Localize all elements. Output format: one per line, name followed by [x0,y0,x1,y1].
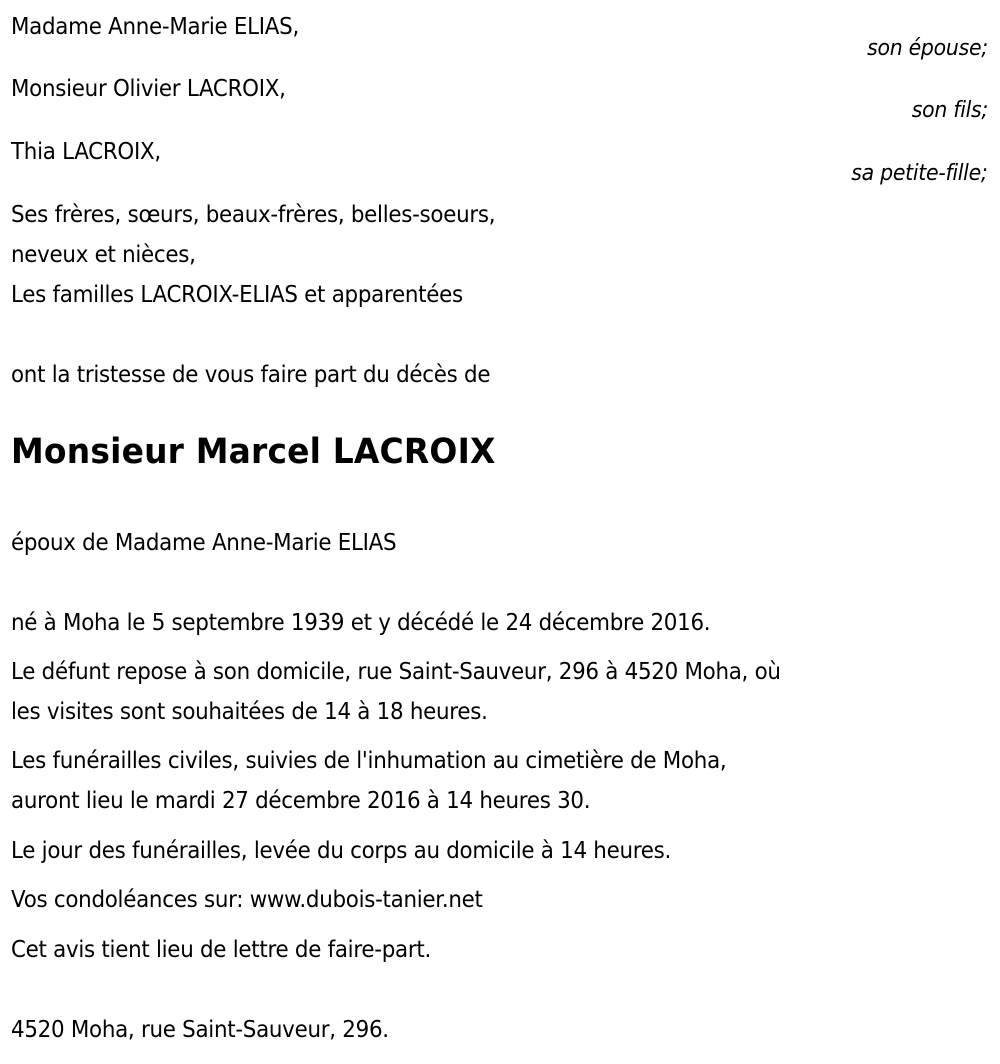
detail-line: les visites sont souhaitées de 14 à 18 heures. [11,699,488,725]
family-member-name: Madame Anne-Marie ELIAS, [11,14,299,40]
spouse-line: époux de Madame Anne-Marie ELIAS [11,530,397,556]
family-member-name: Thia LACROIX, [11,139,161,165]
condolences-line: Vos condoléances sur: www.dubois-tanier.net [11,887,483,913]
detail-line: Cet avis tient lieu de lettre de faire-part. [11,937,431,963]
relatives-line: Ses frères, sœurs, beaux-frères, belles-soeurs, [11,202,496,228]
family-member-relation: son épouse; [867,36,988,61]
detail-line: Les funérailles civiles, suivies de l'inhumation au cimetière de Moha, [11,748,727,774]
birth-death-line: né à Moha le 5 septembre 1939 et y décédé le 24 décembre 2016. [11,610,711,636]
family-member-relation: son fils; [911,98,988,123]
announcement-text: ont la tristesse de vous faire part du décès de [11,362,491,388]
deceased-name: Monsieur Marcel LACROIX [11,432,496,472]
detail-line: Le jour des funérailles, levée du corps au domicile à 14 heures. [11,838,672,864]
detail-line: auront lieu le mardi 27 décembre 2016 à 14 heures 30. [11,788,591,814]
address-line: 4520 Moha, rue Saint-Sauveur, 296. [11,1017,389,1043]
family-member-name: Monsieur Olivier LACROIX, [11,76,286,102]
family-member-relation: sa petite-fille; [851,161,988,186]
relatives-line: Les familles LACROIX-ELIAS et apparentées [11,282,463,308]
relatives-line: neveux et nièces, [11,242,196,268]
detail-line: Le défunt repose à son domicile, rue Saint-Sauveur, 296 à 4520 Moha, où [11,659,781,685]
